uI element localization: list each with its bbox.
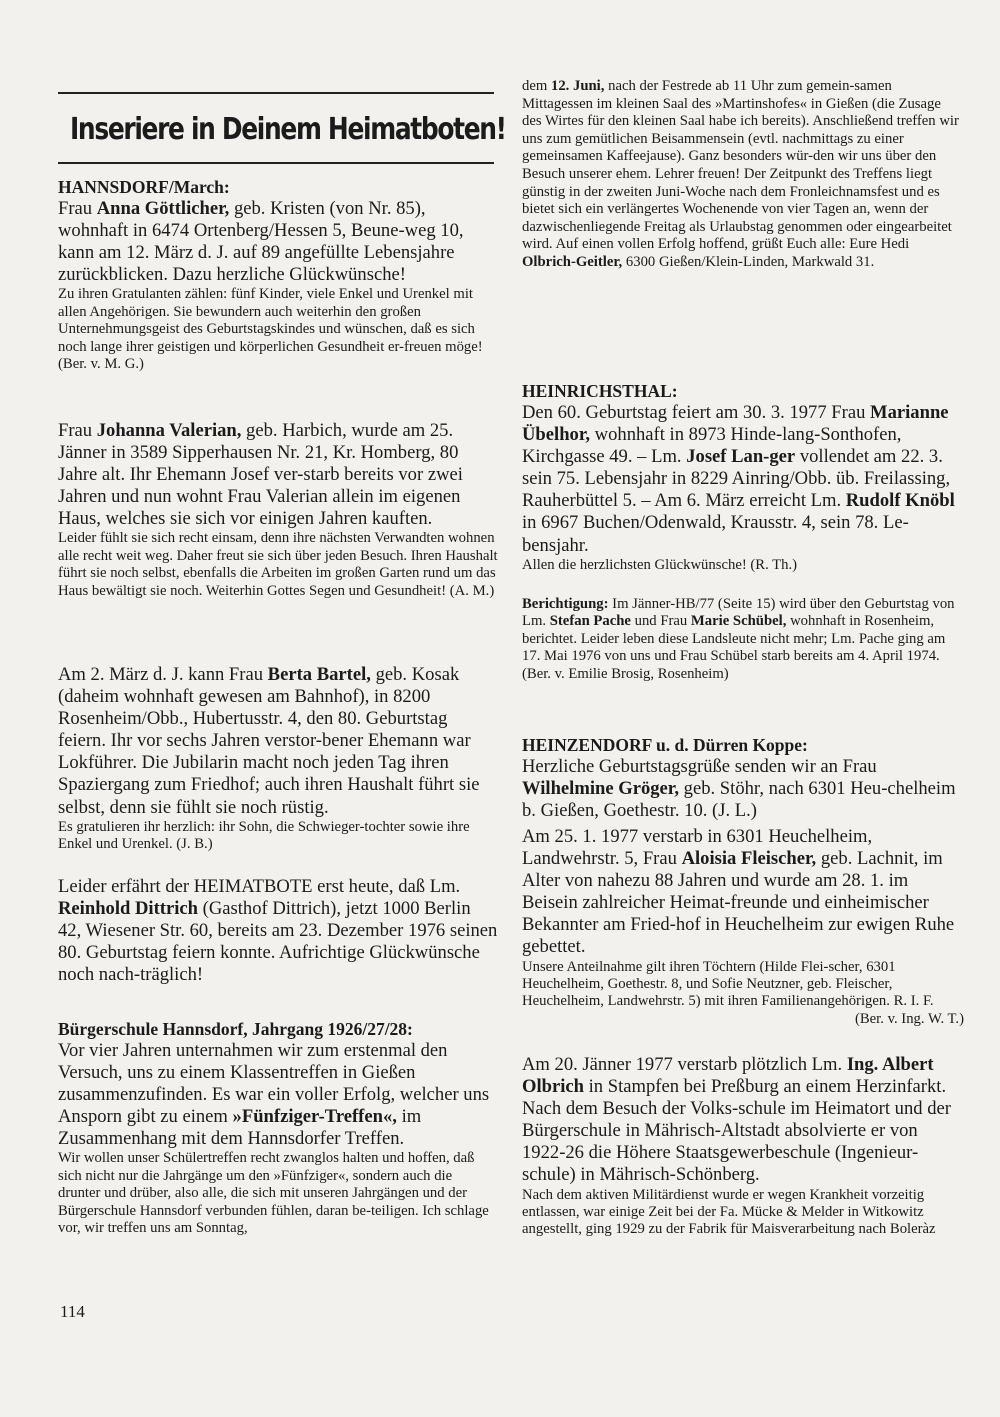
banner-title: Inseriere in Deinem Heimatboten! [70,112,506,147]
person-name: Marie Schübel, [690,613,787,630]
correction-label: Berichtigung: [522,596,609,612]
banner-top-rule [58,92,494,94]
heinrichsthal-greeting: Allen die herzlichsten Glückwünsche! (R. Th.) [522,556,798,573]
article-schule-detail: Wir wollen unser Schülertreffen recht zwanglos halten und hoffen, daß sich nicht nur die Jahrgänge um den »Fünfziger«, sondern auch die drunter und drüber, also alle, die sich mit unseren Jahrgängen und der Bürgerschule Hannsdorf verbunden fühlen, daran be-teiligen. Ich schlage vor, wir treffen uns am Sonntag, [58,1150,489,1237]
person-name: Olbrich-Geitler, [522,253,623,270]
section-heading: HEINRICHSTHAL: [522,381,678,401]
section-heading: HEINZENDORF u. d. Dürren Koppe: [522,735,808,755]
section-heinrichsthal: HEINRICHSTHAL: Den 60. Geburtstag feiert am 30. 3. 1977 Frau Marianne Übelhor, wohnhaft in 8973 Hinde-lang-Sonthofen, Kirchgasse 49. – Lm. Josef Lan-ger vollendet am 22. 3. sein 75. Lebensjahr in 8229 Ainring/Obb. üb. Freilassing, Rauherbüttel 5. – Am 6. März erreicht Lm. Rudolf Knöbl in 6967 Buchen/Odenwald, Krausstr. 4, sein 78. Le-bensjahr. Allen die herzlichsten Glückwünsche! (R. Th.) [522,380,964,574]
person-name: Wilhelmine Gröger, [522,778,680,800]
section-heading: Bürgerschule Hannsdorf, Jahrgang 1926/27/28: [58,1019,413,1039]
article-schule-continued: dem 12. Juni, nach der Festrede ab 11 Uhr zum gemein-samen Mittagessen im kleinen Saal des »Martinshofes« in Gießen (die Zusage des Wirtes für den kleinen Saal habe ich bereits). Anschließend treffen wir uns zum gemütlichen Beisammensein (evtl. nachmittags zu einer gemeinsamen Kaffeejause). Ganz besonders wür-den wir uns über den Besuch unserer ehem. Lehrer freuen! Der Zeitpunkt des Treffens liegt günstig in der zweiten Juni-Woche nach dem Fronleichnamsfest und es bietet sich ein verlängertes Wochenende von vier Tagen an, wenn der dazwischenliegende Freitag als Urlaubstag genommen oder eingearbeitet wird. Auf einen vollen Erfolg hoffend, grüßt Euch alle: Eure Hedi Olbrich-Geitler, 6300 Gießen/Klein-Linden, Markwald 31. [522,78,959,270]
section-heinzendorf: HEINZENDORF u. d. Dürren Koppe: Herzliche Geburtstagsgrüße senden wir an Frau Wilhelmine Gröger, geb. Stöhr, nach 6301 Heu-chelheim b. Gießen, Goethestr. 10. (J. L.) [522,734,964,822]
person-name: Stefan Pache [549,613,631,630]
section-hannsdorf [58,176,498,373]
article-goettlicher-detail: Zu ihren Gratulanten zählen: fünf Kinder, viele Enkel und Urenkel mit allen Angehörigen. Sie bewundern auch weiterhin den großen Unternehmungsgeist des Geburtstagskindes und wünschen, daß es sich noch lange ihrer geistigen und körperlichen Gesundheit er-freuen möge! (Ber. v. M. G.) [58,286,483,372]
event-name: »Fünfziger-Treffen«, [232,1106,397,1128]
article-valerian-detail: Leider fühlt sie sich recht einsam, denn ihre nächsten Verwandten wohnen alle recht weit weg. Daher freut sie sich über jeden Besuch. Ihren Haushalt führt sie noch selbst, ebenfalls die Arbeiten im großen Garten rund um das Haus bewältigt sie noch. Weiterhin Gottes Segen und Gesundheit! (A. M.) [58,530,498,599]
article-bartel-detail: Es gratulieren ihr herzlich: ihr Sohn, die Schwieger-tochter sowie ihre Enkel und Urenkel. (J. B.) [58,818,470,853]
person-name: Ing. Albert Olbrich [522,1054,934,1098]
banner-bottom-rule [58,162,494,164]
article-bartel: Am 2. März d. J. kann Frau Berta Bartel, geb. Kosak (daheim wohnhaft gewesen am Bahnhof), in 8200 Rosenheim/Obb., Hubertusstr. 4, den 80. Geburtstag feiern. Ihr vor sechs Jahren verstor-bener Ehemann war Lokführer. Die Jubilarin macht noch jeden Tag ihren Spaziergang zum Friedhof; auch ihren Haushalt führt sie selbst, denn sie fühlt sie noch rüstig. Es gratulieren ihr herzlich: ihr Sohn, die Schwieger-tochter sowie ihre Enkel und Urenkel. (J. B.) [58,664,498,853]
article-olbrich-detail: Nach dem aktiven Militärdienst wurde er wegen Krankheit vorzeitig entlassen, war einige Zeit bei der Fa. Mücke & Melder in Witkowitz angestellt, ging 1929 zu der Fabrik für Maisverarbeitung nach Boleràz [522,1186,936,1238]
article-fleischer: Am 25. 1. 1977 verstarb in 6301 Heuchelheim, Landwehrstr. 5, Frau Aloisia Fleischer, geb. Lachnit, im Alter von nahezu 88 Jahren und wurde am 28. 1. im Beisein zahlreicher Heimat-freunde und einheimischer Bekannter am Fried-hof in Heuchelheim zur ewigen Ruhe gebettet. Unsere Anteilnahme gilt ihren Töchtern (Hilde Flei-scher, 6301 Heuchelheim, Goethestr. 8, und Sofie Neutzner, geb. Fleischer, Heuchelheim, Landwehrstr. 5) mit ihren Familienangehörigen. R. I. F. (Ber. v. Ing. W. T.) [522,826,964,1027]
person-name: Anna Göttlicher, [96,198,230,219]
person-name: Marianne Übelhor, [522,402,949,446]
article-fleischer-detail: Unsere Anteilnahme gilt ihren Töchtern (Hilde Flei-scher, 6301 Heuchelheim, Goethestr. 8, und Sofie Neutzner, geb. Fleischer, Heuchelheim, Landwehrstr. 5) mit ihren Familienangehörigen. R. I. F. [522,958,934,1010]
article-fleischer-signature: (Ber. v. Ing. W. T.) [854,1010,964,1027]
article-olbrich: Am 20. Jänner 1977 verstarb plötzlich Lm. Ing. Albert Olbrich in Stampfen bei Preßburg an einem Herzinfarkt. Nach dem Besuch der Volks-schule im Heimatort und der Bürgerschule in Mährisch-Altstadt absolvierte er von 1922-26 die Höhere Staatsgewerbeschule (Ingenieur-schule) in Mährisch-Schönberg. Nach dem aktiven Militärdienst wurde er wegen Krankheit vorzeitig entlassen, war einige Zeit bei der Fa. Mücke & Melder in Witkowitz angestellt, ging 1929 zu der Fabrik für Maisverarbeitung nach Boleràz [522,1054,964,1239]
person-name: Berta Bartel, [267,664,371,685]
article-valerian: Frau Johanna Valerian, geb. Harbich, wurde am 25. Jänner in 3589 Sipperhausen Nr. 21, Kr. Homberg, 80 Jahre alt. Ihr Ehemann Josef ver-starb bereits vor zwei Jahren und nun wohnt Frau Valerian allein im eigenen Haus, welches sie sich vor einigen Jahren kauften. Leider fühlt sie sich recht einsam, denn ihre nächsten Verwandten wohnen alle recht weit weg. Daher freut sie sich über jeden Besuch. Ihren Haushalt führt sie noch selbst, ebenfalls die Arbeiten im großen Garten rund um das Haus bewältigt sie noch. Weiterhin Gottes Segen und Gesundheit! (A. M.) [58,420,498,599]
event-date: 12. Juni, [550,78,605,94]
page-number: 114 [60,1302,85,1321]
section-buergerschule: Bürgerschule Hannsdorf, Jahrgang 1926/27/28: Vor vier Jahren unternahmen wir zum erstenmal den Versuch, uns zu einem Klassentreffen in Gießen zusammenzufinden. Es war ein voller Erfolg, welcher uns Ansporn gibt zu einem »Fünfziger-Treffen«, im Zusammenhang mit dem Hannsdorfer Treffen. Wir wollen unser Schülertreffen recht zwanglos halten und hoffen, daß sich nicht nur die Jahrgänge um den »Fünfziger«, sondern auch die drunter und drüber, also alle, die sich mit unseren Jahrgängen und der Bürgerschule Hannsdorf verbunden fühlen, daran be-teiligen. Ich schlage vor, wir treffen uns am Sonntag, [58,1018,498,1238]
article-dittrich: Leider erfährt der HEIMATBOTE erst heute, daß Lm. Reinhold Dittrich (Gasthof Dittrich), jetzt 1000 Berlin 42, Wiesener Str. 60, bereits am 23. Dezember 1976 seinen 80. Geburtstag feiern konnte. Aufrichtige Glückwünsche noch nach-träglich! [58,876,498,986]
person-name: Johanna Valerian, [96,420,242,441]
person-name: Reinhold Dittrich [58,898,198,920]
person-name: Aloisia Fleischer, [681,848,817,870]
section-heading: HANNSDORF/March: [58,177,230,197]
article-goettlicher: Frau Anna Göttlicher, geb. Kristen (von Nr. 85), wohnhaft in 6474 Ortenberg/Hessen 5, Beune-weg 10, kann am 12. März d. J. auf 89 angefüllte Lebensjahre zurückblicken. Dazu herzliche Glückwünsche! [58,198,464,286]
person-name: Rudolf Knöbl [845,490,955,512]
person-name: Josef Lan-ger [686,446,796,468]
article-berichtigung: Berichtigung: Im Jänner-HB/77 (Seite 15) wird über den Geburtstag von Lm. Stefan Pache und Frau Marie Schübel, wohnhaft in Rosenheim, berichtet. Leider leben diese Landsleute nicht mehr; Lm. Pache ging am 17. Mai 1976 von uns und Frau Schübel starb bereits am 4. April 1974. (Ber. v. Emilie Brosig, Rosenheim) [522,596,955,682]
